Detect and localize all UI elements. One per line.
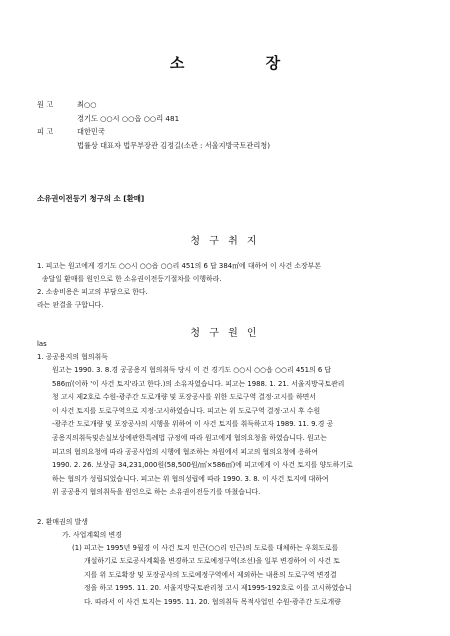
section-2-body bbox=[72, 542, 413, 609]
section-2-line: 지를 위 도로확장 및 포장공사의 도로예정구역에서 제외하는 내용의 도로구역 변경결 bbox=[84, 570, 337, 579]
section-1-line: 이 사건 토지를 도로구역으로 지정·고시하였습니다. 피고는 위 도로구역 결정·고시 후 수원 bbox=[52, 406, 321, 415]
claim-cause-heading: 청 구 원 인 bbox=[190, 328, 260, 339]
defendant-role: 피 고 bbox=[37, 127, 54, 136]
section-1-line: 위 공공용지 협의취득을 원인으로 하는 소유권이전등기를 마쳤습니다. bbox=[52, 488, 261, 497]
section-1-line: 청 고시 제2호로 수원-광주간 도로개량 및 포장공사를 위한 도로구역 결정·고시를 하면서 bbox=[52, 393, 316, 402]
section-1-line: 1990. 2. 26. 보상금 34,231,000원(58,500원/㎡×586㎡)에 피고에게 이 사건 토지를 양도하기로 bbox=[52, 461, 353, 470]
claim-purpose-heading: 청 구 취 지 bbox=[190, 236, 260, 247]
section-1-line: 586㎡(이하 '이 사건 토지'라고 한다.)의 소유자였습니다. 피고는 1988. 1. 21. 서울지방국토관리 bbox=[52, 379, 345, 388]
claim-purpose-line: 1. 피고는 원고에게 경기도 ○○시 ○○읍 ○○리 451의 6 답 384㎡에 대하여 이 사건 소장부본 bbox=[37, 262, 321, 270]
defendant-row bbox=[37, 127, 105, 137]
claim-purpose-line: 라는 판결을 구합니다. bbox=[37, 301, 104, 309]
plaintiff-name: 최○○ bbox=[77, 100, 97, 109]
section-1-line: 하는 협의가 성립되었습니다. 피고는 위 협의성립에 따라 1990. 3. 8. 이 사건 토지에 대하여 bbox=[52, 474, 329, 483]
case-title: 소유권이전등기 청구의 소 [환매] bbox=[37, 194, 145, 203]
section-2-line: 다. 따라서 이 사건 토지는 1995. 11. 20. 협의취득 목적사업인 수원-광주간 도로개량 bbox=[84, 597, 341, 606]
section-2-line: 정을 하고 1995. 11. 20. 서울지방국토관리청 고시 제1995-192호로 이를 고시하였습니 bbox=[84, 584, 352, 593]
plaintiff-address: 경기도 ○○시 ○○읍 ○○리 481 bbox=[77, 114, 180, 123]
document-title: 소 장 bbox=[169, 54, 319, 72]
plaintiff-role: 원 고 bbox=[37, 100, 54, 109]
section-2-line: 개설하기로 도로공사계획을 변경하고 도로예정구역(조선)을 일부 변경하여 이 사건 토 bbox=[84, 557, 340, 566]
claim-purpose-line: 송달일 환매를 원인으로 한 소유권이전등기절차를 이행하라. bbox=[42, 275, 222, 283]
section-1-line: 공용지의취득및손실보상에관한특례법 규정에 따라 원고에게 협의요청을 하였습니다. 원고는 bbox=[52, 433, 327, 442]
section-2-subtitle: 가. 사업계획의 변경 bbox=[62, 531, 122, 539]
claim-purpose-line: 2. 소송비용은 피고의 부담으로 한다. bbox=[37, 288, 148, 296]
claim-cause-marker: las bbox=[37, 340, 47, 348]
section-1-line: -광주간 도로개량 및 포장공사의 시행을 위하여 이 사건 토지를 취득하고자 1989. 11. 9.경 공 bbox=[52, 420, 334, 429]
section-1-line: 피고의 협의요청에 따라 공공사업의 시행에 협조하는 차원에서 피고의 협의요청에 응하여 bbox=[52, 447, 318, 456]
plaintiff-row bbox=[37, 100, 97, 110]
section-1-line: 원고는 1990. 3. 8.경 공공용지 협의취득 당시 이 건 경기도 ○○시 ○○읍 ○○리 451의 6 답 bbox=[52, 366, 332, 374]
section-1-body bbox=[52, 364, 413, 500]
section-2-line: (1) 피고는 1995년 9월경 이 사건 토지 인근(○○리 인근)의 도로를 대체하는 우회도로를 bbox=[72, 544, 339, 552]
defendant-name: 대한민국 bbox=[77, 127, 105, 136]
section-1-title: 1. 공공용지의 협의취득 bbox=[37, 353, 108, 361]
defendant-representative: 법률상 대표자 법무부장관 김정길(소관 : 서울지방국토관리청) bbox=[77, 141, 271, 150]
section-2-title: 2. 환매권의 발생 bbox=[37, 518, 88, 526]
